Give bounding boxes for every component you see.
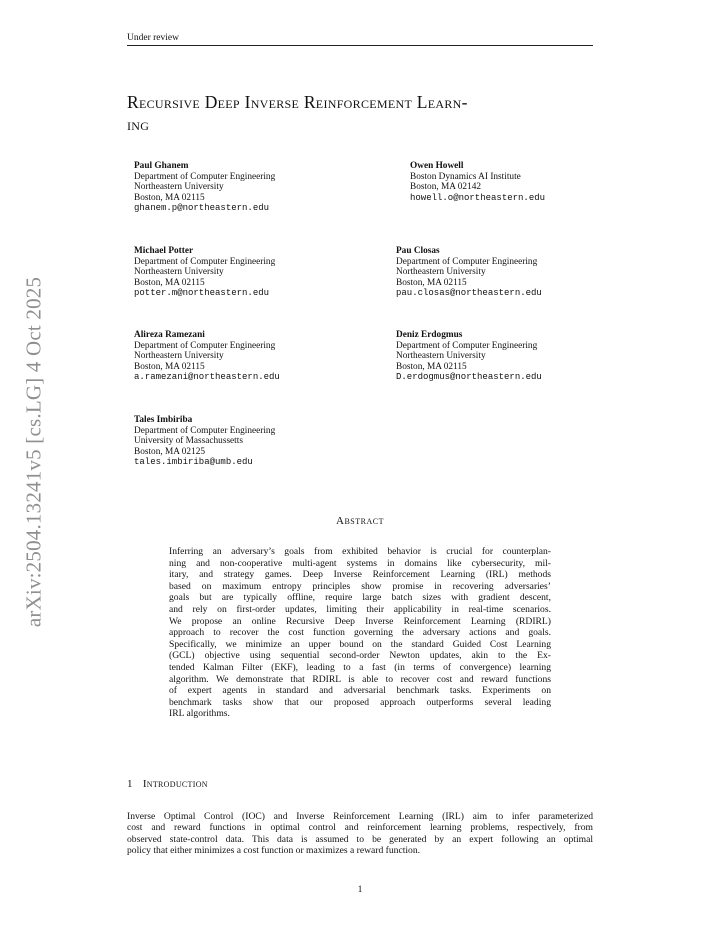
author-block bbox=[134, 161, 275, 214]
abstract-line: ning and non-cooperative multi-agent systems in domains like cybersecurity, mil- bbox=[169, 557, 551, 569]
paragraph-line: policy that either minimizes a cost function or maximizes a reward function. bbox=[127, 845, 421, 857]
author-name: Tales Imbiriba bbox=[134, 415, 193, 425]
author-block bbox=[134, 330, 280, 383]
author-department: Department of Computer Engineering bbox=[134, 256, 276, 267]
section-number: 1 bbox=[127, 778, 133, 790]
author-institution: Northeastern University bbox=[396, 351, 486, 362]
title-line-1: Recursive Deep Inverse Reinforcement Learn- bbox=[127, 92, 468, 112]
author-block bbox=[396, 246, 542, 299]
abstract-line: (GCL) objective using sequential second-order Newton updates, akin to the Ex- bbox=[169, 650, 551, 662]
author-email[interactable]: D.erdogmus@northeastern.edu bbox=[396, 372, 542, 383]
author-address: Boston, MA 02115 bbox=[134, 361, 205, 372]
abstract-line: goals but are typically offline, require large batch sizes with gradient descent, bbox=[169, 592, 551, 604]
author-email[interactable]: a.ramezani@northeastern.edu bbox=[134, 372, 280, 383]
paragraph-line: Inverse Optimal Control (IOC) and Inverse Reinforcement Learning (IRL) aim to infer parameterized bbox=[127, 811, 593, 822]
abstract-line: of expert agents in standard and adversarial benchmark tasks. Experiments on bbox=[169, 685, 551, 697]
abstract-line: algorithm. We demonstrate that RDIRL is able to recover cost and reward functions bbox=[169, 673, 551, 685]
abstract-line: Inferring an adversary’s goals from exhibited behavior is crucial for counterplan- bbox=[169, 546, 551, 557]
author-affiliation: Boston Dynamics AI Institute bbox=[410, 171, 521, 182]
author-address: Boston, MA 02115 bbox=[396, 277, 467, 288]
author-email[interactable]: potter.m@northeastern.edu bbox=[134, 288, 270, 299]
author-address: Boston, MA 02125 bbox=[134, 446, 206, 457]
author-institution: Northeastern University bbox=[396, 267, 486, 278]
arxiv-identifier[interactable]: arXiv:2504.13241v5 [cs.LG] 4 Oct 2025 bbox=[21, 276, 46, 628]
author-institution: Northeastern University bbox=[134, 351, 224, 362]
paragraph-line: cost and reward functions in optimal control and reinforcement learning problems, respectively, from bbox=[127, 822, 593, 834]
abstract-line: and rely on first-order updates, limiting their applicability in real-time scenarios. bbox=[169, 603, 551, 615]
abstract-line: based on maximum entropy principles show promise in recovering adversaries’ bbox=[169, 580, 551, 592]
author-name: Michael Potter bbox=[134, 246, 194, 256]
author-institution: University of Massachussetts bbox=[134, 436, 243, 447]
abstract-line: tended Kalman Filter (EKF), leading to a fast (in terms of convergence) learning bbox=[169, 661, 551, 673]
introduction-paragraph bbox=[127, 811, 593, 857]
abstract-line: benchmark tasks show that our proposed approach outperforms several leading bbox=[169, 696, 551, 708]
author-department: Department of Computer Engineering bbox=[396, 256, 538, 267]
author-name: Pau Closas bbox=[396, 246, 440, 256]
author-address: Boston, MA 02115 bbox=[396, 361, 467, 372]
running-header: Under review bbox=[127, 33, 593, 46]
section-heading bbox=[127, 778, 208, 790]
author-block bbox=[410, 161, 545, 203]
abstract-body bbox=[169, 546, 551, 720]
page-number: 1 bbox=[357, 884, 363, 895]
author-institution: Northeastern University bbox=[134, 267, 224, 278]
title-line-2: ing bbox=[127, 114, 150, 134]
author-email[interactable]: tales.imbiriba@umb.edu bbox=[134, 457, 253, 468]
author-department: Department of Computer Engineering bbox=[134, 171, 276, 182]
author-email[interactable]: pau.closas@northeastern.edu bbox=[396, 288, 542, 299]
abstract-line: IRL algorithms. bbox=[169, 708, 230, 720]
author-email[interactable]: howell.o@northeastern.edu bbox=[410, 192, 546, 203]
author-name: Paul Ghanem bbox=[134, 161, 189, 171]
author-department: Department of Computer Engineering bbox=[134, 340, 276, 351]
author-block bbox=[396, 330, 542, 383]
author-block bbox=[134, 246, 275, 299]
author-email[interactable]: ghanem.p@northeastern.edu bbox=[134, 203, 270, 214]
section-title: Introduction bbox=[142, 778, 208, 790]
paper-title bbox=[127, 91, 607, 135]
author-name: Alireza Ramezani bbox=[134, 330, 205, 340]
abstract-line: We propose an online Recursive Deep Inverse Reinforcement Learning (RDIRL) bbox=[169, 615, 551, 627]
abstract-line: approach to recover the cost function governing the adversary actions and goals. bbox=[169, 627, 551, 639]
abstract-heading: Abstract bbox=[336, 515, 384, 527]
paragraph-line: observed state-control data. This data is assumed to be generated by an expert following an optimal bbox=[127, 833, 593, 845]
abstract-line: itary, and strategy games. Deep Inverse Reinforcement Learning (IRL) methods bbox=[169, 569, 551, 581]
author-department: Department of Computer Engineering bbox=[134, 425, 276, 436]
author-name: Owen Howell bbox=[410, 161, 464, 171]
author-address: Boston, MA 02142 bbox=[410, 182, 482, 193]
abstract-line: Specifically, we minimize an upper bound on the standard Guided Cost Learning bbox=[169, 638, 551, 650]
author-institution: Northeastern University bbox=[134, 182, 224, 193]
author-block bbox=[134, 415, 275, 468]
author-address: Boston, MA 02115 bbox=[134, 277, 205, 288]
author-name: Deniz Erdogmus bbox=[396, 330, 463, 340]
author-address: Boston, MA 02115 bbox=[134, 192, 205, 203]
author-department: Department of Computer Engineering bbox=[396, 340, 538, 351]
